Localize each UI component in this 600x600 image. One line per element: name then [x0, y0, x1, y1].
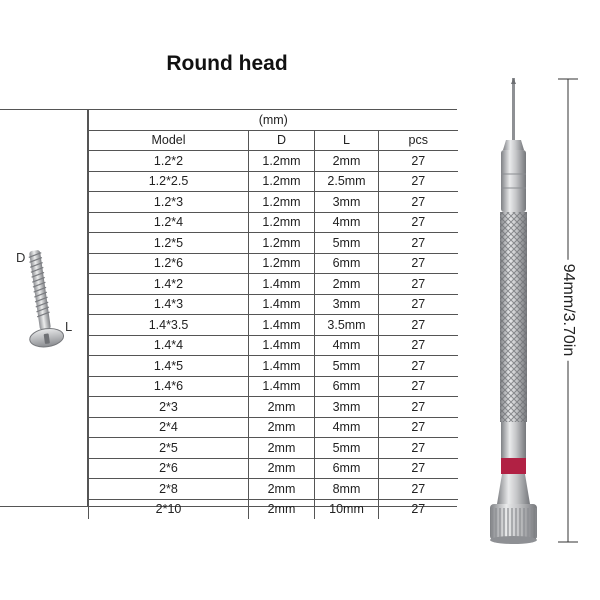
cell-d: 1.2mm [249, 233, 315, 254]
cell-d: 2mm [249, 397, 315, 418]
table-row [89, 458, 458, 479]
table-row [89, 417, 458, 438]
table-row [89, 397, 458, 418]
cell-l: 2mm [315, 274, 379, 295]
cell-l: 2.5mm [315, 171, 379, 192]
cell-l: 4mm [315, 417, 379, 438]
cell-l: 6mm [315, 253, 379, 274]
unit-label: (mm) [89, 110, 458, 130]
table-row [89, 335, 458, 356]
cell-pcs: 27 [379, 499, 458, 519]
cell-d: 1.4mm [249, 274, 315, 295]
cell-model: 1.4*4 [89, 335, 249, 356]
unit-row [89, 110, 458, 130]
dimension-label: 94mm/3.70in [559, 260, 577, 361]
table-row [89, 192, 458, 213]
cell-model: 1.4*5 [89, 356, 249, 377]
header-d: D [249, 130, 315, 151]
cell-d: 1.4mm [249, 335, 315, 356]
cell-model: 1.4*2 [89, 274, 249, 295]
header-l: L [315, 130, 379, 151]
cell-l: 6mm [315, 458, 379, 479]
table-row [89, 315, 458, 336]
table-row [89, 294, 458, 315]
diameter-label: D [16, 250, 26, 265]
cell-l: 2mm [315, 151, 379, 172]
table-row [89, 212, 458, 233]
cell-d: 1.2mm [249, 212, 315, 233]
cell-l: 5mm [315, 438, 379, 459]
cell-pcs: 27 [379, 253, 458, 274]
spec-table [88, 110, 458, 519]
screw-diagram-panel [0, 110, 88, 506]
cell-model: 2*6 [89, 458, 249, 479]
table-row [89, 151, 458, 172]
cell-pcs: 27 [379, 171, 458, 192]
header-pcs: pcs [379, 130, 458, 151]
length-label: L [65, 319, 73, 334]
cell-pcs: 27 [379, 479, 458, 500]
cell-l: 3.5mm [315, 315, 379, 336]
table-row [89, 356, 458, 377]
cell-l: 10mm [315, 499, 379, 519]
cell-pcs: 27 [379, 192, 458, 213]
cell-pcs: 27 [379, 376, 458, 397]
cell-model: 2*3 [89, 397, 249, 418]
cell-d: 1.4mm [249, 356, 315, 377]
table-row [89, 253, 458, 274]
cell-pcs: 27 [379, 233, 458, 254]
cell-l: 8mm [315, 479, 379, 500]
cell-d: 2mm [249, 479, 315, 500]
cell-pcs: 27 [379, 335, 458, 356]
table-row [89, 376, 458, 397]
cell-model: 1.2*4 [89, 212, 249, 233]
cell-d: 1.4mm [249, 315, 315, 336]
cell-pcs: 27 [379, 274, 458, 295]
screwdriver-icon [475, 78, 555, 548]
cell-model: 1.4*3.5 [89, 315, 249, 336]
cell-d: 2mm [249, 438, 315, 459]
cell-model: 2*5 [89, 438, 249, 459]
table-row [89, 233, 458, 254]
cell-l: 3mm [315, 294, 379, 315]
cell-model: 1.2*2.5 [89, 171, 249, 192]
cell-d: 1.2mm [249, 151, 315, 172]
header-row [89, 130, 458, 151]
table-row [89, 479, 458, 500]
cell-d: 1.4mm [249, 376, 315, 397]
screw-icon [20, 246, 64, 356]
cell-model: 2*8 [89, 479, 249, 500]
page-title: Round head [166, 52, 288, 75]
cell-l: 3mm [315, 192, 379, 213]
cell-pcs: 27 [379, 458, 458, 479]
cell-l: 4mm [315, 212, 379, 233]
cell-d: 1.2mm [249, 253, 315, 274]
cell-model: 1.4*6 [89, 376, 249, 397]
cell-model: 1.2*3 [89, 192, 249, 213]
cell-pcs: 27 [379, 151, 458, 172]
table-row [89, 274, 458, 295]
cell-l: 6mm [315, 376, 379, 397]
cell-pcs: 27 [379, 315, 458, 336]
cell-pcs: 27 [379, 397, 458, 418]
cell-pcs: 27 [379, 417, 458, 438]
cell-pcs: 27 [379, 356, 458, 377]
table-row [89, 499, 458, 519]
cell-l: 4mm [315, 335, 379, 356]
cell-model: 1.2*2 [89, 151, 249, 172]
table-row [89, 438, 458, 459]
cell-pcs: 27 [379, 294, 458, 315]
cell-model: 1.2*6 [89, 253, 249, 274]
cell-pcs: 27 [379, 438, 458, 459]
cell-model: 2*10 [89, 499, 249, 519]
cell-l: 3mm [315, 397, 379, 418]
spec-frame [0, 109, 457, 517]
length-dimension [548, 78, 588, 543]
cell-d: 2mm [249, 417, 315, 438]
table-row [89, 171, 458, 192]
cell-model: 1.2*5 [89, 233, 249, 254]
cell-d: 1.2mm [249, 192, 315, 213]
cell-model: 2*4 [89, 417, 249, 438]
cell-d: 1.4mm [249, 294, 315, 315]
cell-l: 5mm [315, 356, 379, 377]
cell-d: 1.2mm [249, 171, 315, 192]
cell-pcs: 27 [379, 212, 458, 233]
cell-model: 1.4*3 [89, 294, 249, 315]
cell-d: 2mm [249, 458, 315, 479]
header-model: Model [89, 130, 249, 151]
cell-l: 5mm [315, 233, 379, 254]
cell-d: 2mm [249, 499, 315, 519]
